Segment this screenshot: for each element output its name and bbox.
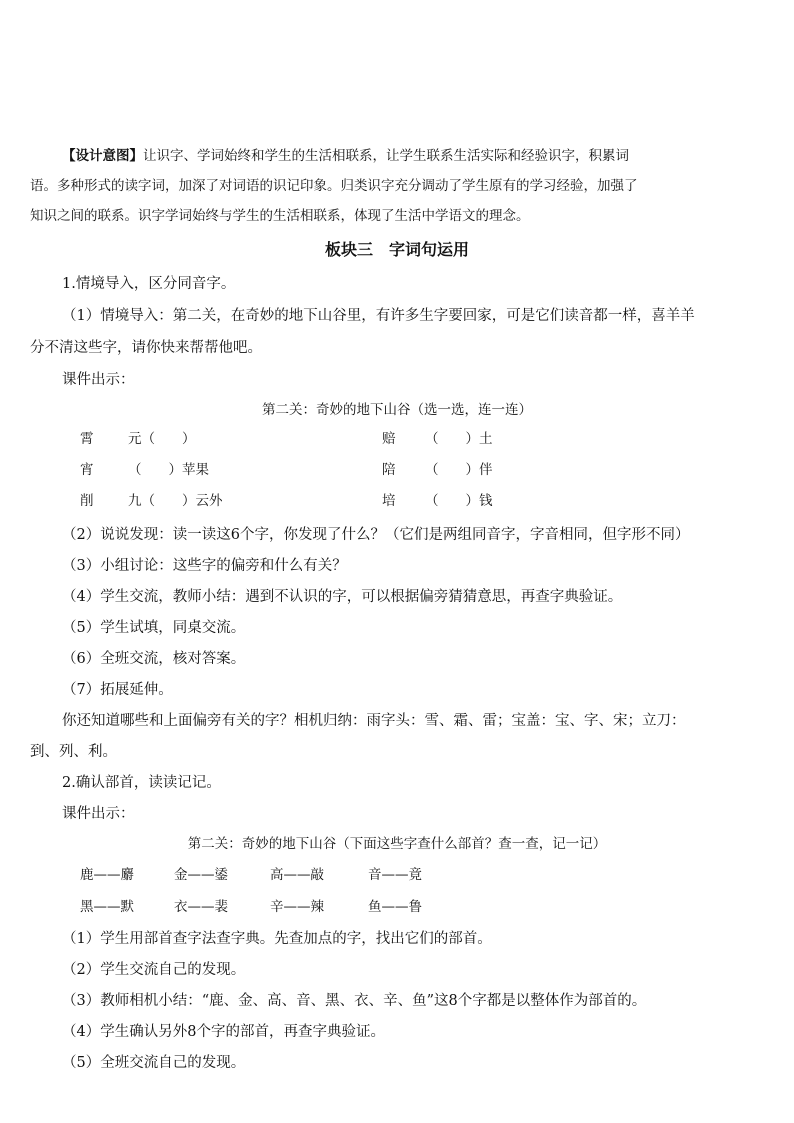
ex2-row2-item-2: 衣——裴 xyxy=(174,899,228,915)
ex1-left-char-1: 霄 xyxy=(80,431,94,447)
ex1-right-char-3: 培 xyxy=(382,493,396,509)
design-intent-line-3: 知识之间的联系。识字学词始终与学生的生活相联系，体现了生活中学语文的理念。 xyxy=(30,208,530,224)
design-intent-line-2: 语。多种形式的读字词，加深了对词语的识记印象。归类识字充分调动了学生原有的学习经验，加强了 xyxy=(30,178,638,194)
ex2-row1-item-4: 音——竟 xyxy=(368,867,422,883)
part2-step-3: （3）教师相机小结：“鹿、金、高、音、黑、衣、辛、鱼”这8个字都是以整体作为部首的。 xyxy=(62,993,647,1009)
part1-extend-line1: 你还知道哪些和上面偏旁有关的字？相机归纳：雨字头：雪、霜、雷；宝盖：宝、字、宋；立刀： xyxy=(62,713,686,729)
ex1-left-char-2: 宵 xyxy=(80,462,94,478)
exercise1-title: 第二关：奇妙的地下山谷（选一选，连一连） xyxy=(262,402,532,418)
ex1-left-blank-1: 元（ ） xyxy=(128,431,196,447)
part2-heading: 2.确认部首，读读记记。 xyxy=(62,775,221,791)
part1-step-3: （3）小组讨论：这些字的偏旁和什么有关？ xyxy=(62,558,347,574)
design-intent-text-1: 让识字、学词始终和学生的生活相联系，让学生联系生活实际和经验识字，积累词 xyxy=(143,148,629,164)
ex2-row2-item-1: 黑——默 xyxy=(80,899,134,915)
part1-heading: 1.情境导入，区分同音字。 xyxy=(62,276,236,292)
ex2-row2-item-3: 辛——辣 xyxy=(270,899,324,915)
part1-courseware: 课件出示： xyxy=(62,372,135,388)
ex1-left-char-3: 削 xyxy=(80,493,94,509)
part1-step1-line1: （1）情境导入：第二关，在奇妙的地下山谷里，有许多生字要回家，可是它们读音都一样，喜羊羊 xyxy=(62,308,695,324)
section-title: 板块三 字词句运用 xyxy=(324,240,469,259)
part1-step-4: （4）学生交流，教师小结：遇到不认识的字，可以根据偏旁猜猜意思，再查字典验证。 xyxy=(62,589,623,605)
design-intent-line-1 xyxy=(62,146,629,166)
ex2-row2-item-4: 鱼——鲁 xyxy=(368,899,422,915)
ex2-row1-item-1: 鹿——麝 xyxy=(80,867,134,883)
ex1-right-blank-2: （ ）伴 xyxy=(425,462,493,478)
part1-extend-line2: 到、列、利。 xyxy=(30,744,117,760)
part1-step-7: （7）拓展延伸。 xyxy=(62,682,173,698)
ex1-left-blank-3: 九（ ）云外 xyxy=(128,493,223,509)
part2-step-2: （2）学生交流自己的发现。 xyxy=(62,962,246,978)
ex2-row1-item-3: 高——敲 xyxy=(270,867,324,883)
design-intent-label: 【设计意图】 xyxy=(62,148,143,164)
ex1-right-blank-3: （ ）钱 xyxy=(425,493,493,509)
part2-step-4: （4）学生确认另外8个字的部首，再查字典验证。 xyxy=(62,1024,385,1040)
exercise2-title: 第二关：奇妙的地下山谷（下面这些字查什么部首？查一查，记一记） xyxy=(187,836,607,852)
part1-step-6: （6）全班交流，核对答案。 xyxy=(62,651,246,667)
ex2-row1-item-2: 金——鋈 xyxy=(174,867,228,883)
part1-step1-line2: 分不清这些字，请你快来帮帮他吧。 xyxy=(30,340,262,356)
part1-step-5: （5）学生试填，同桌交流。 xyxy=(62,620,246,636)
ex1-left-blank-2: （ ）苹果 xyxy=(128,462,209,478)
part2-step-1: （1）学生用部首查字法查字典。先查加点的字，找出它们的部首。 xyxy=(62,931,492,947)
ex1-right-char-2: 陪 xyxy=(382,462,396,478)
part2-step-5: （5）全班交流自己的发现。 xyxy=(62,1055,246,1071)
part1-step-2: （2）说说发现：读一读这6个字，你发现了什么？（它们是两组同音字，字音相同，但字形不同） xyxy=(62,527,690,543)
part2-courseware: 课件出示： xyxy=(62,806,135,822)
ex1-right-char-1: 赔 xyxy=(382,431,396,447)
ex1-right-blank-1: （ ）土 xyxy=(425,431,493,447)
